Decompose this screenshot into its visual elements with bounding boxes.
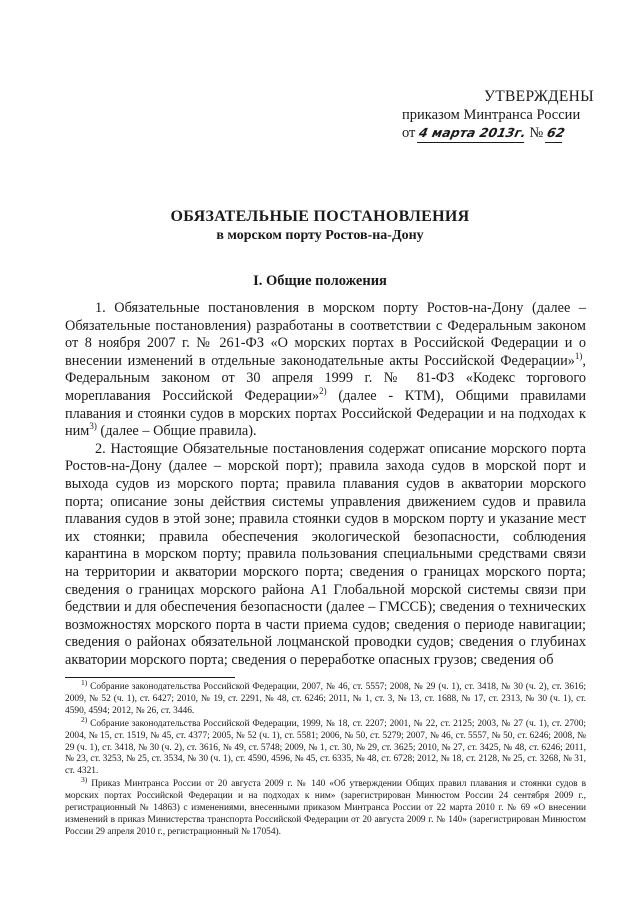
footnote-ref-3: 3) xyxy=(89,421,97,432)
footnote-ref-2: 2) xyxy=(319,386,327,397)
approved-label: УТВЕРЖДЕНЫ xyxy=(484,88,594,105)
order-date-line xyxy=(402,124,602,143)
handwritten-number: 62 xyxy=(545,124,566,143)
footnote-3: $^{3)}$ Приказ Минтранса России от 20 августа 2009 г. № 140 «Об утверждении Общих правил плавания и стоянки судов в морских портах Российской Федерации и на подходах к ним» (зарегистрирован Минюстом России 24 сентября 2009 г., регистрационный № 14863) с изменениями, внесенными приказом Минтранса России от 22 марта 2010 г. № 69 «О внесении изменений в приказ Министерства транспорта Российской Федерации от 20 августа 2009 г. № 140» (зарегистрирован Минюстом России 29 апреля 2010 г., регистрационный № 17054). xyxy=(65,775,586,837)
handwritten-date: 4 марта 2013г. xyxy=(417,124,528,143)
approval-stamp xyxy=(402,88,602,143)
paragraph-2: 2. Настоящие Обязательные постановления содержат описание морского порта Ростов-на-Дону (далее – морской порт); правила захода судов в морской порт и выхода судов из морского порта; правила плавания судов в акватории морского порта; описание зоны действия системы управления движением судов и правила плавания судов в этой зоне; правила стоянки судов в морском порту и указание мест их стоянки; правила обеспечения экологической безопасности, соблюдения карантина в морском порту; правила пользования специальными средствами связи на территории и акватории морского порта; сведения о границах морского порта; сведения о границах морского района А1 Глобальной морской системы связи при бедствии и для обеспечения безопасности (далее – ГМССБ); сведения о технических возможностях морского порта в части приема судов; сведения о периоде навигации; сведения о районах обязательной лоцманской проводки судов; сведения о глубинах акватории морского порта; сведения о переработке опасных грузов; сведения об xyxy=(65,440,586,668)
document-title: ОБЯЗАТЕЛЬНЫЕ ПОСТАНОВЛЕНИЯ xyxy=(170,208,470,225)
footnotes xyxy=(65,677,586,840)
number-prefix: № xyxy=(529,125,544,141)
document-subtitle: в морском порту Ростов-на-Дону xyxy=(216,228,424,243)
document-body xyxy=(65,300,586,669)
paragraph-1: 1. Обязательные постановления в морском порту Ростов-на-Дону (далее – Обязательные постановления) разработаны в соответствии с Федеральным законом от 8 ноября 2007 г. № 261-ФЗ «О морских портах в Российской Федерации и о внесении изменений в отдельные законодательные акты Российской Федерации»$^{1)}$, Федеральным законом от 30 апреля 1999 г. № 81-ФЗ «Кодекс торгового мореплавания Российской Федерации»$^{2)}$ (далее - КТМ), Общими правилами плавания и стоянки судов в морских портах Российской Федерации и на подходах к ним$^{3)}$ (далее – Общие правила). xyxy=(65,300,586,440)
footnote-2: $^{2)}$ Собрание законодательства Российской Федерации, 1999, № 18, ст. 2207; 2001, № 22, ст. 2125; 2003, № 27 (ч. 1), ст. 2700; 2004, № 15, ст. 1519, № 45, ст. 4377; 2005, № 52 (ч. 1), ст. 5581; 2006, № 50, ст. 5279; 2007, № 46, ст. 5557, № 50, ст. 6246; 2008, № 29 (ч. 1), ст. 3418, № 30 (ч. 2), ст. 3616, № 49, ст. 5748; 2009, № 1, ст. 30, № 29, ст. 3625; 2010, № 27, ст. 3425, № 48, ст. 6246; 2011, № 23, ст. 3253, № 25, ст. 3534, № 30 (ч. 1), ст. 4590, 4596, № 45, ст. 6335, № 48, ст. 6728; 2012, № 18, ст. 2128, № 25, ст. 3268, № 31, ст. 4321. xyxy=(65,714,586,777)
order-line: приказом Минтранса России xyxy=(402,107,581,123)
footnote-1: $^{1)}$ Собрание законодательства Российской Федерации, 2007, № 46, ст. 5557; 2008, № 29 (ч. 1), ст. 3418, № 30 (ч. 2), ст. 3616; 2009, № 52 (ч. 1), ст. 6427; 2010, № 19, ст. 2291, № 48, ст. 6246; 2011, № 1, ст. 3, № 13, ст. 1688, № 17, ст. 2313, № 30 (ч. 1), ст. 4590, 4594; 2012, № 26, ст. 3446. xyxy=(65,677,586,716)
from-prefix: от xyxy=(402,125,416,141)
footnote-ref-1: 1) xyxy=(574,351,583,362)
section-heading: I. Общие положения xyxy=(253,273,387,289)
footnote-divider xyxy=(65,677,235,678)
